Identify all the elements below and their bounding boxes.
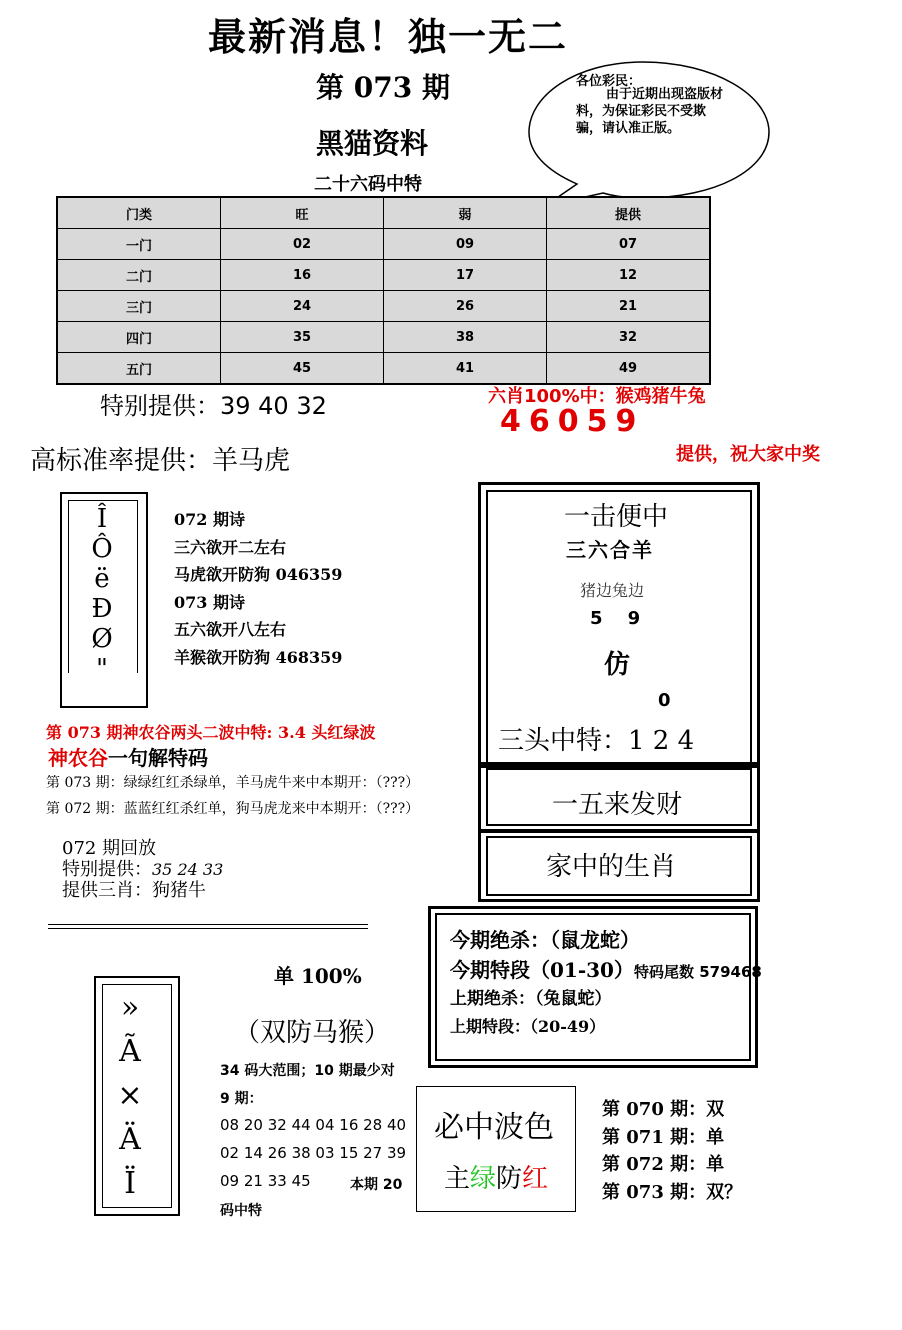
kill-line: 今期绝杀：（鼠龙蛇） [450, 928, 640, 952]
review-special [62, 859, 223, 880]
number-table [56, 196, 711, 385]
vertical-char: Ã [119, 1034, 141, 1069]
hit-fang: 仿 [604, 650, 631, 680]
wave-green: 绿 [470, 1164, 497, 1194]
table-row [57, 260, 710, 291]
kill-line-a: 今期特段（01-30） [450, 958, 634, 982]
range-row: 09 21 33 45 [220, 1172, 311, 1190]
shennonggu-title-red: 神农谷 [48, 746, 108, 770]
table-row [57, 322, 710, 353]
wave-red: 红 [522, 1164, 549, 1194]
poem-line: 羊猴欲开防狗 468359 [174, 647, 343, 667]
table-row [57, 229, 710, 260]
high-accuracy: 高标准率提供：羊马虎 [30, 446, 291, 476]
kill-line-b: 特码尾数 579468 [633, 963, 762, 981]
wave-title: 必中波色 [434, 1110, 554, 1145]
poem-line: 073 期诗 [174, 592, 245, 612]
history-item [602, 1096, 742, 1124]
table-cell: 五门 [57, 353, 221, 385]
review-special-label: 特别提供： [62, 859, 152, 880]
range-tail2: 码中特 [220, 1203, 262, 1219]
wave-main [444, 1158, 548, 1195]
range-row: 08 20 32 44 04 16 28 40 [220, 1116, 407, 1134]
poem-line: 三六欲开二左右 [174, 537, 287, 557]
table-cell: 一门 [57, 229, 221, 260]
bubble-message: 由于近期出现盗版材料，为保证彩民不受欺骗，请认准正版。 [576, 87, 724, 136]
shennonggu-title-black: 一句解特码 [108, 746, 208, 770]
fortune-text: 一五来发财 [552, 790, 683, 820]
headline: 最新消息！独一无二 [208, 14, 569, 59]
table-cell: 49 [547, 353, 711, 385]
table-cell: 35 [221, 322, 384, 353]
history-label: 第 071 期： [602, 1126, 707, 1148]
table-cell: 26 [384, 291, 547, 322]
shennonggu-line: 第 072 期：蓝蓝红红杀红单，狗马虎龙来中本期开：（???） [46, 801, 420, 817]
poem-line: 072 期诗 [174, 510, 245, 529]
review-title: 072 期回放 [62, 838, 157, 859]
poem-line: 马虎欲开防狗 046359 [174, 565, 343, 584]
history-item [602, 1124, 742, 1152]
col-header: 旺 [221, 197, 384, 229]
table-cell: 三门 [57, 291, 221, 322]
history-item [602, 1179, 742, 1207]
col-header: 提供 [547, 197, 711, 229]
table-cell: 41 [384, 353, 547, 385]
wave-main-label: 主 [444, 1164, 471, 1194]
table-cell: 二门 [57, 260, 221, 291]
col-header: 门类 [57, 197, 221, 229]
vertical-char: Ø [91, 624, 113, 654]
hit-zero: 0 [658, 690, 671, 711]
six-zodiac: 六肖100%中：猴鸡猪牛兔 [488, 386, 706, 407]
single-pct: 单 100% [274, 964, 362, 988]
table-caption: 二十六码中特 [314, 174, 422, 195]
col-header: 弱 [384, 197, 547, 229]
review-three-zodiac: 提供三肖：狗猪牛 [62, 880, 206, 901]
table-cell: 21 [547, 291, 711, 322]
issue-number: 第 073 期 [316, 71, 450, 104]
vertical-char: Ð [91, 594, 113, 624]
history-value: 双 [706, 1099, 725, 1120]
vertical-chars [72, 504, 132, 684]
table-cell: 07 [547, 229, 711, 260]
home-zodiac-text: 家中的生肖 [546, 852, 677, 882]
bubble-greeting: 各位彩民： [576, 74, 642, 89]
table-cell: 38 [384, 322, 547, 353]
table-cell: 02 [221, 229, 384, 260]
review-block [62, 838, 223, 901]
hit-sub: 三六合羊 [566, 538, 654, 562]
range-row: 02 14 26 38 03 15 27 39 [220, 1144, 407, 1162]
review-special-value: 35 24 33 [152, 860, 224, 879]
table-cell: 32 [547, 322, 711, 353]
range-title: 34 码大范围；10 期最少对 [220, 1063, 395, 1079]
poem-line: 五六欲开八左右 [174, 620, 287, 639]
table-row [57, 353, 710, 385]
vertical-poem-box [60, 492, 148, 708]
shennonggu-line: 第 073 期：绿绿红红杀绿单，羊马虎牛来中本期开：（???） [46, 775, 420, 791]
vertical-chars-2 [110, 986, 150, 1206]
provider-wish: 提供，祝大家中奖 [676, 444, 820, 465]
range-sub: 9 期： [220, 1091, 263, 1107]
shennonggu-title [48, 742, 208, 771]
vertical-char: Ä [119, 1122, 141, 1157]
vertical-char: Ô [91, 534, 113, 564]
kill-line [450, 954, 762, 983]
table-cell: 45 [221, 353, 384, 385]
history-label: 第 073 期： [602, 1181, 707, 1203]
single-guard: （双防马猴） [234, 1018, 391, 1048]
history-item [602, 1151, 742, 1179]
vertical-char: Ï [124, 1166, 136, 1201]
table-cell: 09 [384, 229, 547, 260]
table-cell: 24 [221, 291, 384, 322]
history-label: 第 072 期： [602, 1154, 707, 1175]
big-number: 46059 [500, 404, 645, 439]
hit-edge: 猪边兔边 [580, 581, 645, 600]
history-value: 双？ [706, 1181, 743, 1203]
kill-line: 上期绝杀：（兔鼠蛇） [450, 989, 612, 1009]
vertical-char: × [117, 1078, 143, 1113]
vertical-char: ë [94, 564, 110, 594]
hit-numbers: 5 9 [590, 608, 641, 629]
history-value: 单 [706, 1126, 725, 1148]
vertical-char: » [120, 990, 140, 1025]
table-cell: 12 [547, 260, 711, 291]
table-row [57, 291, 710, 322]
range-tail: 本期 20 [350, 1177, 403, 1193]
history-label: 第 070 期： [602, 1099, 707, 1120]
table-cell: 17 [384, 260, 547, 291]
shennonggu-headline: 第 073 期神农谷两头二波中特: 3.4 头红绿波 [46, 723, 376, 742]
kill-line: 上期特段：（20-49） [450, 1017, 606, 1036]
table-cell: 16 [221, 260, 384, 291]
page-subtitle: 黑猫资料 [316, 127, 429, 160]
divider [48, 924, 368, 929]
special-offer: 特别提供：39 40 32 [100, 392, 327, 420]
wave-fang: 防 [496, 1164, 523, 1194]
history-value: 单 [706, 1154, 725, 1175]
poem-lines [174, 506, 342, 671]
table-header-row [57, 197, 710, 229]
three-heads: 三头中特：1 2 4 [498, 726, 695, 756]
table-cell: 四门 [57, 322, 221, 353]
vertical-char: " [96, 654, 108, 684]
history-list [602, 1096, 742, 1206]
vertical-char: Î [96, 504, 108, 534]
hit-title: 一击便中 [564, 502, 669, 532]
